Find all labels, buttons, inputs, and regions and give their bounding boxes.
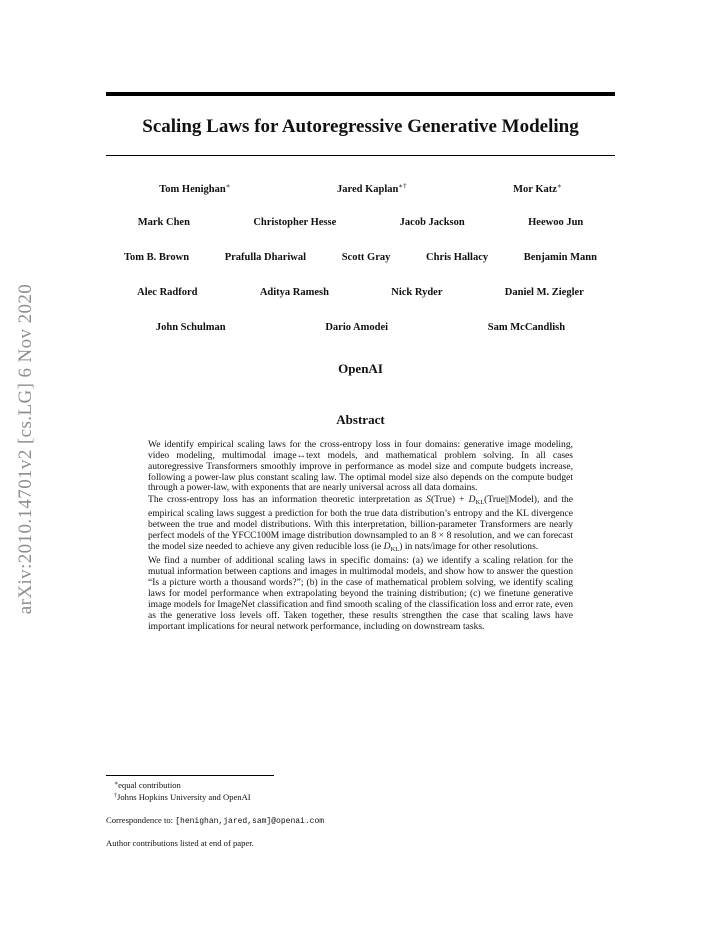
- arxiv-identifier: arXiv:2010.14701v2 [cs.LG] 6 Nov 2020: [15, 283, 36, 615]
- correspondence-email[interactable]: [henighan,jared,sam]@openai.com: [175, 817, 325, 826]
- author: Mor Katz∗: [513, 182, 562, 195]
- contributions-note: Author contributions listed at end of paper.: [106, 838, 254, 848]
- author: Heewoo Jun: [528, 217, 584, 228]
- footnote-rule: [106, 775, 274, 776]
- abstract-heading: Abstract: [336, 412, 385, 427]
- author: Alec Radford: [137, 287, 198, 298]
- footnote-equal-contribution: ∗equal contribution: [114, 780, 181, 790]
- author: Christopher Hesse: [253, 217, 337, 228]
- title-bottom-rule: [106, 155, 615, 156]
- author: Sam McCandlish: [487, 322, 566, 333]
- author: Tom B. Brown: [124, 252, 190, 263]
- abstract-paragraph: The cross-entropy loss has an information theoretic interpretation as S(True) + $D_{KL}(True||Model)$, and the empirical scaling laws suggest a prediction for both the true data distribution’s entropy and the KL divergence between the true and model distributions. With this interpretation, billion-parameter Transformers are nearly perfect models of the YFCC100M image distribution downsampled to an 8 × 8 resolution, and we can forecast the model size needed to achieve any given reducible loss (ie $D_{KL}$) in nats/image for other resolutions.: [148, 494, 574, 553]
- author: Prafulla Dhariwal: [224, 252, 307, 263]
- abstract-body: [148, 440, 573, 633]
- affiliation: OpenAI: [338, 361, 383, 376]
- author: Nick Ryder: [391, 287, 443, 298]
- author: Daniel M. Ziegler: [504, 287, 584, 298]
- title-top-rule: [106, 92, 615, 96]
- author: Jacob Jackson: [399, 217, 465, 228]
- author: Jared Kaplan∗†: [336, 182, 407, 195]
- arxiv-sidebar: [10, 240, 42, 660]
- author: John Schulman: [155, 322, 226, 333]
- abstract-paragraph: We identify empirical scaling laws for the cross-entropy loss in four domains: generative image modeling, video modeling, multimodal image↔text models, and mathematical problem solving. In all cases autoregressive Transformers smoothly improve in performance as model size and compute budgets increase, following a power-law plus constant scaling law. The optimal model size also depends on the compute budget through a power-law, with exponents that are nearly universal across all data domains.: [148, 439, 573, 494]
- paper-title: Scaling Laws for Autoregressive Generative Modeling: [142, 116, 579, 137]
- abstract-paragraph: We find a number of additional scaling laws in specific domains: (a) we identify a scaling relation for the mutual information between captions and images in multimodal models, and show how to answer the question “Is a picture worth a thousand words?”; (b) in the case of mathematical problem solving, we identify scaling laws for model performance when extrapolating beyond the training distribution; (c) we finetune generative image models for ImageNet classification and find smooth scaling of the classification loss and error rate, even as the generative loss levels off. Taken together, these results strengthen the case that scaling laws have important implications for neural network performance, including on downstream tasks.: [148, 555, 573, 632]
- author-block: [106, 182, 615, 357]
- footnote-affiliation: †Johns Hopkins University and OpenAI: [114, 792, 251, 802]
- author: Aditya Ramesh: [259, 287, 329, 298]
- author: Chris Hallacy: [426, 252, 489, 263]
- author-row: [106, 217, 615, 252]
- correspondence-line: Correspondence to: [henighan,jared,sam]@openai.com: [106, 815, 325, 826]
- author: Mark Chen: [137, 217, 190, 228]
- author-row: [106, 182, 615, 217]
- author: Scott Gray: [341, 252, 391, 263]
- author: Tom Henighan∗: [159, 182, 231, 195]
- author: Dario Amodei: [325, 322, 389, 333]
- author-row: [106, 287, 615, 322]
- author-row: [106, 252, 615, 287]
- author: Benjamin Mann: [523, 252, 597, 263]
- author-row: [106, 322, 615, 357]
